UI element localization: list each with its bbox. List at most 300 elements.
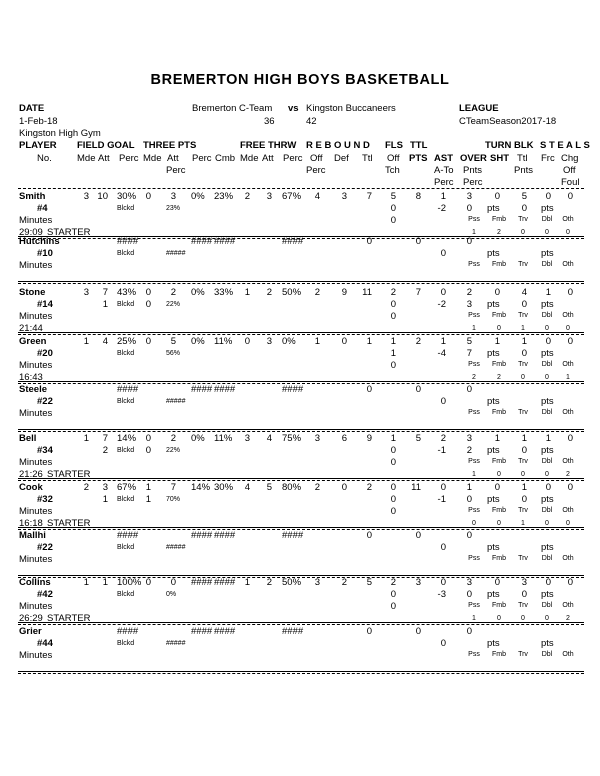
player-ft-m: 1: [244, 287, 250, 298]
player-pts: 8: [415, 191, 421, 202]
player-minutes-label: Minutes: [19, 360, 53, 371]
header-sht: SHT: [490, 153, 509, 164]
turnover-type-label: Oth: [562, 361, 574, 368]
turnover-type-label: Trv: [518, 261, 528, 268]
player-minutes: 26:29: [19, 613, 43, 624]
player-sht: 0: [466, 494, 472, 505]
turnover-type-label: Oth: [562, 602, 574, 609]
player-reb-ttl: 0: [366, 236, 372, 247]
turnover-type-value: 1: [521, 520, 525, 527]
header-off-tch-1: Off: [387, 153, 400, 164]
turnover-type-label: Dbl: [541, 651, 553, 658]
player-name: Stone: [19, 287, 46, 298]
player-reb-def: 2: [341, 577, 347, 588]
player-stl-pts: 0: [521, 494, 527, 505]
header-over: OVER: [460, 153, 487, 164]
player-ft-a: 3: [266, 336, 272, 347]
turnover-type-label: Fmb: [492, 312, 506, 319]
player-minutes-label: Minutes: [19, 457, 53, 468]
header-blk: BLK: [514, 140, 534, 151]
player-tch2: 0: [390, 457, 396, 468]
player-fg-m: 1: [83, 336, 89, 347]
player-ast: 0: [440, 482, 446, 493]
player-number: #10: [37, 248, 53, 259]
header-tp-perc: Perc: [192, 153, 212, 164]
turnover-type-label: Oth: [562, 409, 574, 416]
player-ft-m: 3: [244, 433, 250, 444]
turnover-type-value: 1: [472, 325, 476, 332]
header-rebound: R E B O U N D: [306, 140, 370, 151]
player-starter: STARTER: [47, 227, 91, 238]
player-blckd-tp: 1: [145, 494, 151, 505]
player-cmb: 33%: [214, 287, 234, 298]
player-reb-off: 3: [314, 433, 320, 444]
player-tp-m: 1: [145, 482, 151, 493]
player-ft-p: 67%: [282, 191, 302, 202]
row-divider: [18, 478, 584, 479]
turnover-type-value: 1: [472, 471, 476, 478]
player-tch2: 0: [390, 506, 396, 517]
turnover-type-label: Fmb: [492, 555, 506, 562]
turnover-type-label: Pss: [468, 555, 480, 562]
player-off-tch: 0: [390, 445, 396, 456]
turnover-type-label: Oth: [562, 216, 574, 223]
player-blckd: Blckd: [117, 591, 135, 598]
header-pts: PTS: [409, 153, 428, 164]
header-turn: TURN: [485, 140, 512, 151]
vs-label: vs: [288, 103, 299, 114]
turnover-type-value: 0: [566, 520, 570, 527]
player-name: Smith: [19, 191, 46, 202]
turnover-type-label: Pss: [468, 216, 480, 223]
turnover-type-label: Dbl: [541, 361, 553, 368]
player-stl-u: pts: [541, 348, 554, 359]
date-label: DATE: [19, 103, 45, 114]
player-chg: 0: [567, 191, 573, 202]
header-fls: FLS: [385, 140, 403, 151]
turnover-type-label: Pss: [468, 458, 480, 465]
turnover-type-value: 1: [566, 374, 570, 381]
row-divider-dashed: [18, 283, 584, 284]
player-ast: 0: [440, 287, 446, 298]
header-pnts-1: Pnts: [463, 165, 483, 176]
row-divider-dashed: [18, 431, 584, 432]
header-three-pts: THREE PTS: [143, 140, 197, 151]
header-steals-pnts: Pnts: [514, 165, 534, 176]
player-stl-u: pts: [541, 589, 554, 600]
header-reb-off-perc: Perc: [306, 165, 326, 176]
player-stl: 3: [521, 577, 527, 588]
player-name: Hutchins: [19, 236, 60, 247]
player-fg-m: 2: [83, 482, 89, 493]
player-to: 3: [466, 577, 472, 588]
player-tp-p: ####: [191, 577, 213, 588]
turnover-type-value: 0: [545, 520, 549, 527]
player-minutes-label: Minutes: [19, 260, 53, 271]
player-ft-p: 0%: [282, 336, 296, 347]
player-ft-a: 5: [266, 482, 272, 493]
player-frc: 0: [545, 482, 551, 493]
turnover-type-label: Pss: [468, 409, 480, 416]
player-cmb: 30%: [214, 482, 234, 493]
player-tch2: 0: [390, 215, 396, 226]
player-tp-p: 0%: [191, 287, 205, 298]
player-to: 3: [466, 433, 472, 444]
player-minutes: 29:09: [19, 227, 43, 238]
player-tp-a: 2: [170, 287, 176, 298]
player-fg-p: 30%: [117, 191, 137, 202]
player-reb-ttl: 1: [366, 336, 372, 347]
player-ato: 0: [440, 638, 446, 649]
player-ato: -2: [437, 299, 446, 310]
header-reb-off: Off: [310, 153, 323, 164]
turnover-type-label: Fmb: [492, 361, 506, 368]
player-blckd-perc: 0%: [166, 591, 177, 598]
player-number: #42: [37, 589, 53, 600]
player-cmb: 11%: [214, 433, 233, 444]
player-minutes: 21:44: [19, 323, 43, 334]
player-blckd: Blckd: [117, 544, 135, 551]
turnover-type-value: 0: [545, 471, 549, 478]
player-fls: 0: [390, 482, 396, 493]
player-name: Bell: [19, 433, 37, 444]
away-score: 42: [306, 116, 317, 127]
header-chg-1: Chg: [561, 153, 579, 164]
player-blckd-perc: #####: [166, 544, 186, 551]
player-tch2: 0: [390, 601, 396, 612]
player-sht-u: pts: [487, 589, 500, 600]
turnover-type-label: Oth: [562, 651, 574, 658]
turnover-type-value: 1: [472, 615, 476, 622]
player-reb-def: 3: [341, 191, 347, 202]
player-fg-p: ####: [117, 236, 139, 247]
player-minutes-label: Minutes: [19, 650, 53, 661]
player-fg-m: 3: [83, 191, 89, 202]
league-label: LEAGUE: [459, 103, 499, 114]
header-player: PLAYER: [19, 140, 57, 151]
turnover-type-label: Fmb: [492, 216, 506, 223]
player-ft-p: 50%: [282, 577, 302, 588]
player-number: #22: [37, 542, 53, 553]
player-blk: 0: [494, 577, 500, 588]
turnover-type-label: Pss: [468, 312, 480, 319]
player-stl-pts: 0: [521, 203, 527, 214]
player-off-tch: 0: [390, 589, 396, 600]
player-ato: -2: [437, 203, 446, 214]
player-cmb: ####: [214, 236, 236, 247]
row-divider-dashed: [18, 673, 584, 674]
player-pts: 7: [415, 287, 421, 298]
player-ft-m: 1: [244, 577, 250, 588]
player-number: #4: [37, 203, 48, 214]
turnover-type-label: Dbl: [541, 602, 553, 609]
player-blckd-n: 1: [102, 299, 108, 310]
player-fg-m: 1: [83, 577, 89, 588]
header-reb-def: Def: [334, 153, 349, 164]
player-number: #32: [37, 494, 53, 505]
player-ft-p: ####: [282, 626, 304, 637]
player-tp-m: 0: [145, 336, 151, 347]
player-cmb: ####: [214, 530, 236, 541]
turnover-type-value: 0: [545, 374, 549, 381]
turnover-type-value: 1: [472, 229, 476, 236]
turnover-type-value: 0: [566, 325, 570, 332]
player-name: Collins: [19, 577, 51, 588]
player-tp-m: 0: [145, 577, 151, 588]
header-chg-3: Foul: [561, 177, 580, 188]
turnover-type-label: Pss: [468, 651, 480, 658]
row-divider: [18, 671, 584, 672]
player-blckd-perc: 22%: [166, 301, 181, 308]
player-sht-u: pts: [487, 638, 500, 649]
player-sht: 0: [466, 203, 472, 214]
turnover-type-label: Dbl: [541, 555, 553, 562]
header-fg-mde: Mde: [77, 153, 96, 164]
header-free-throw: FREE THRW: [240, 140, 297, 151]
header-reb-ttl: Ttl: [362, 153, 373, 164]
player-stl: 4: [521, 287, 527, 298]
player-number: #34: [37, 445, 53, 456]
player-reb-off: 1: [314, 336, 320, 347]
player-ft-p: 75%: [282, 433, 302, 444]
header-ft-perc: Perc: [283, 153, 303, 164]
player-chg: 0: [567, 433, 573, 444]
player-tch2: 0: [390, 311, 396, 322]
turnover-type-label: Fmb: [492, 458, 506, 465]
player-blckd: Blckd: [117, 205, 135, 212]
turnover-type-value: 0: [545, 615, 549, 622]
header-ato-1: A-To: [434, 165, 454, 176]
player-tp-p: 0%: [191, 433, 205, 444]
header-ato-2: Perc: [434, 177, 454, 188]
player-fls: 1: [390, 336, 396, 347]
player-minutes-label: Minutes: [19, 311, 53, 322]
player-stl: 5: [521, 191, 527, 202]
player-blk: 1: [494, 433, 500, 444]
player-pts: 2: [415, 336, 421, 347]
turnover-type-label: Fmb: [492, 507, 506, 514]
player-reb-ttl: 7: [366, 191, 372, 202]
turnover-type-label: Oth: [562, 507, 574, 514]
player-blckd-perc: 56%: [166, 350, 181, 357]
player-sht-u: pts: [487, 203, 500, 214]
turnover-type-label: Trv: [518, 361, 528, 368]
player-ft-m: 2: [244, 191, 250, 202]
player-tp-m: 0: [145, 287, 151, 298]
player-chg: 0: [567, 287, 573, 298]
player-off-tch: 0: [390, 299, 396, 310]
player-chg: 0: [567, 336, 573, 347]
player-number: #14: [37, 299, 53, 310]
turnover-type-value: 0: [545, 325, 549, 332]
row-divider: [18, 575, 584, 576]
row-divider-dashed: [18, 624, 584, 625]
player-fg-a: 3: [102, 482, 108, 493]
player-blckd-n: 2: [102, 445, 108, 456]
player-fg-p: ####: [117, 530, 139, 541]
player-to: 0: [466, 236, 472, 247]
turnover-type-value: 0: [566, 229, 570, 236]
player-off-tch: 0: [390, 203, 396, 214]
player-chg: 0: [567, 482, 573, 493]
header-divider: [18, 188, 584, 189]
header-frc: Frc: [541, 153, 555, 164]
player-reb-off: 2: [314, 287, 320, 298]
player-blckd: Blckd: [117, 447, 135, 454]
row-divider: [18, 622, 584, 623]
player-ast: 1: [440, 336, 446, 347]
player-blckd: Blckd: [117, 398, 135, 405]
player-sht-u: pts: [487, 542, 500, 553]
player-blckd-perc: 70%: [166, 496, 181, 503]
player-stl-pts: 0: [521, 348, 527, 359]
player-chg: 0: [567, 577, 573, 588]
player-minutes-label: Minutes: [19, 506, 53, 517]
player-blckd-perc: #####: [166, 398, 186, 405]
player-ato: 0: [440, 248, 446, 259]
turnover-type-label: Trv: [518, 409, 528, 416]
player-sht: 0: [466, 589, 472, 600]
player-fls: 1: [390, 433, 396, 444]
turnover-type-label: Fmb: [492, 651, 506, 658]
turnover-type-label: Trv: [518, 602, 528, 609]
player-tch2: 0: [390, 360, 396, 371]
player-fls: 5: [390, 191, 396, 202]
turnover-type-value: 1: [521, 325, 525, 332]
row-divider-dashed: [18, 334, 584, 335]
player-tp-p: ####: [191, 236, 213, 247]
turnover-type-label: Fmb: [492, 409, 506, 416]
player-fg-m: 1: [83, 433, 89, 444]
player-stl: 1: [521, 336, 527, 347]
player-reb-def: 6: [341, 433, 347, 444]
player-reb-off: 3: [314, 577, 320, 588]
player-ato: 0: [440, 542, 446, 553]
game-date: 1-Feb-18: [19, 116, 58, 127]
turnover-type-label: Dbl: [541, 458, 553, 465]
header-fg-perc: Perc: [119, 153, 139, 164]
player-starter: STARTER: [47, 613, 91, 624]
player-starter: STARTER: [47, 469, 91, 480]
turnover-type-value: 2: [497, 229, 501, 236]
player-minutes-label: Minutes: [19, 215, 53, 226]
player-stl-pts: 0: [521, 589, 527, 600]
home-score: 36: [264, 116, 275, 127]
player-ato: -1: [437, 445, 446, 456]
player-off-tch: 0: [390, 494, 396, 505]
player-fg-p: 25%: [117, 336, 137, 347]
turnover-type-value: 0: [521, 374, 525, 381]
player-tp-m: 0: [145, 433, 151, 444]
player-reb-off: 4: [314, 191, 320, 202]
player-ft-m: 4: [244, 482, 250, 493]
player-fg-p: ####: [117, 626, 139, 637]
turnover-type-label: Pss: [468, 602, 480, 609]
player-fg-m: 3: [83, 287, 89, 298]
row-divider: [18, 332, 584, 333]
turnover-type-label: Dbl: [541, 312, 553, 319]
header-no: No.: [37, 153, 52, 164]
player-pts: 3: [415, 577, 421, 588]
turnover-type-label: Oth: [562, 261, 574, 268]
player-number: #44: [37, 638, 53, 649]
player-cmb: ####: [214, 626, 236, 637]
player-to: 0: [466, 530, 472, 541]
player-tp-p: ####: [191, 626, 213, 637]
header-cmb: Cmb: [215, 153, 236, 164]
player-pts: 11: [411, 482, 421, 493]
header-tp-att: Att: [167, 153, 179, 164]
player-sht-u: pts: [487, 248, 500, 259]
player-fg-a: 1: [102, 577, 108, 588]
player-ft-a: 4: [266, 433, 272, 444]
player-reb-ttl: 9: [366, 433, 372, 444]
row-divider: [18, 429, 584, 430]
player-blckd: Blckd: [117, 640, 135, 647]
turnover-type-value: 0: [497, 615, 501, 622]
player-fls: 2: [390, 287, 396, 298]
league-name: CTeamSeason2017-18: [459, 116, 557, 127]
player-tp-a: 5: [170, 336, 176, 347]
player-blckd: Blckd: [117, 301, 135, 308]
player-blk: 0: [494, 482, 500, 493]
turnover-type-label: Trv: [518, 312, 528, 319]
player-fg-a: 7: [102, 433, 108, 444]
player-minutes-label: Minutes: [19, 601, 53, 612]
turnover-type-label: Pss: [468, 507, 480, 514]
player-tp-p: 0%: [191, 336, 205, 347]
player-stl-u: pts: [541, 248, 554, 259]
row-divider-dashed: [18, 480, 584, 481]
player-stl-u: pts: [541, 299, 554, 310]
player-blckd: Blckd: [117, 350, 135, 357]
turnover-type-label: Dbl: [541, 261, 553, 268]
player-tp-p: ####: [191, 530, 213, 541]
turnover-type-value: 2: [472, 374, 476, 381]
turnover-type-value: 2: [497, 374, 501, 381]
player-ato: -3: [437, 589, 446, 600]
header-steals: S T E A L S: [540, 140, 590, 151]
player-ft-a: 2: [266, 577, 272, 588]
player-ato: -4: [437, 348, 446, 359]
player-fg-p: 14%: [117, 433, 137, 444]
player-ft-a: 3: [266, 191, 272, 202]
player-blk: 0: [494, 191, 500, 202]
player-minutes-label: Minutes: [19, 554, 53, 565]
player-ft-p: 80%: [282, 482, 302, 493]
player-sht-u: pts: [487, 348, 500, 359]
player-reb-ttl: 0: [366, 530, 372, 541]
header-tp-mde: Mde: [143, 153, 162, 164]
player-frc: 1: [545, 433, 551, 444]
player-to: 0: [466, 384, 472, 395]
player-name: Mallhi: [19, 530, 46, 541]
header-field-goal: FIELD GOAL: [77, 140, 135, 151]
player-stl-u: pts: [541, 494, 554, 505]
player-minutes: 21:26: [19, 469, 43, 480]
player-ast: 0: [440, 577, 446, 588]
turnover-type-label: Trv: [518, 651, 528, 658]
player-pts: 0: [415, 384, 421, 395]
header-ast: AST: [434, 153, 453, 164]
player-tp-p: ####: [191, 384, 213, 395]
player-reb-def: 9: [341, 287, 347, 298]
player-blckd: Blckd: [117, 250, 135, 257]
player-fg-p: 100%: [117, 577, 142, 588]
home-team: Bremerton C-Team: [192, 103, 273, 114]
player-stl-pts: 0: [521, 445, 527, 456]
player-stl-u: pts: [541, 396, 554, 407]
